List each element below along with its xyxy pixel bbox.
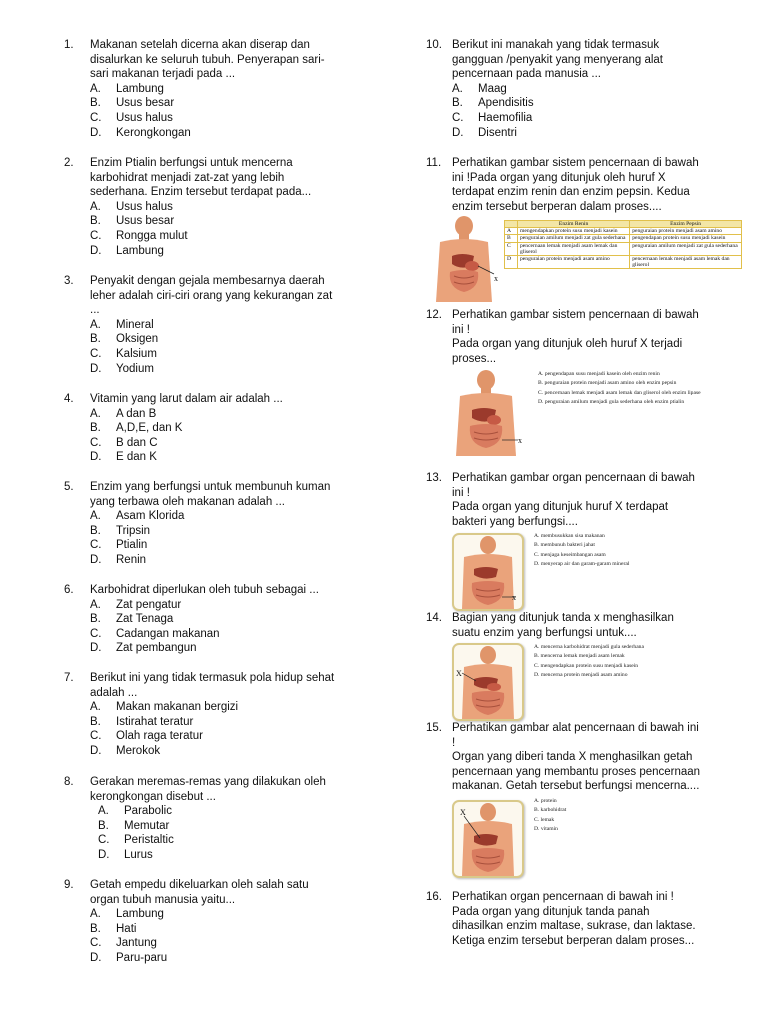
- marker-x: X: [460, 808, 466, 817]
- question-text: Penyakit dengan gejala membesarnya daerah leher adalah ciri-ciri orang yang kekurangan zat ...: [90, 275, 333, 317]
- question-number: 6.: [64, 584, 74, 596]
- option-d[interactable]: D. Yodium: [90, 362, 154, 375]
- option-c[interactable]: C. Cadangan makanan: [90, 627, 220, 640]
- option-b[interactable]: B. A,D,E, dan K: [90, 422, 183, 435]
- question-8: [64, 775, 364, 863]
- question-text: Vitamin yang larut dalam air adalah ...: [90, 393, 283, 405]
- option-a[interactable]: A. Lambung: [90, 908, 164, 921]
- question-7: [64, 671, 364, 759]
- answer-options: [534, 797, 746, 835]
- option-d[interactable]: D. mencerna protein menjadi asam amino: [534, 672, 628, 679]
- question-subtext: Pada organ yang ditunjuk oleh huruf X terjadi proses...: [452, 338, 683, 365]
- question-number: 3.: [64, 275, 74, 287]
- option-d[interactable]: D. Disentri: [452, 126, 517, 139]
- option-a[interactable]: A. Lambung: [90, 82, 164, 95]
- option-a[interactable]: A. Zat pengatur: [90, 598, 182, 611]
- option-b[interactable]: B. Tripsin: [90, 524, 151, 537]
- human-torso-icon: [430, 216, 502, 302]
- option-d[interactable]: D. Kerongkongan: [90, 126, 191, 139]
- question-number: 16.: [426, 891, 442, 903]
- question-text: Perhatikan gambar sistem pencernaan di bawah ini !: [452, 309, 699, 336]
- question-number: 14.: [426, 612, 442, 624]
- option-a[interactable]: A. Usus halus: [90, 200, 173, 213]
- option-b[interactable]: B. penguraian protein menjadi asam amino oleh enzim pepsin: [538, 380, 677, 387]
- option-a[interactable]: A. A dan B: [90, 407, 157, 420]
- question-text: Enzim yang berfungsi untuk membunuh kuman yang terbawa oleh makanan adalah ...: [90, 481, 331, 508]
- option-a[interactable]: A. Maag: [452, 82, 507, 95]
- option-d[interactable]: D. vitamin: [534, 826, 558, 833]
- option-d[interactable]: D. penguraian amilum menjadi gula sederhana oleh enzim ptialin: [538, 399, 685, 406]
- column-header: Enzim Pepsin: [630, 221, 742, 228]
- option-d[interactable]: D. Lurus: [98, 848, 153, 861]
- options: [90, 318, 364, 376]
- option-c[interactable]: C. Haemofilia: [452, 111, 533, 124]
- option-b[interactable]: B. Apendisitis: [452, 97, 534, 110]
- option-b[interactable]: B. membunuh bakteri jahat: [534, 542, 595, 549]
- question-text: Perhatikan organ pencernaan di bawah ini !: [452, 891, 674, 903]
- question-4: [64, 392, 364, 465]
- option-c[interactable]: C. Jantung: [90, 937, 157, 950]
- option-c[interactable]: C. lemak: [534, 816, 555, 823]
- question-16: [426, 890, 750, 948]
- option-c[interactable]: C. Peristaltic: [98, 834, 174, 847]
- question-text: Gerakan meremas-remas yang dilakukan oleh kerongkongan disebut ...: [90, 776, 326, 803]
- question-6: [64, 583, 364, 656]
- question-number: 15.: [426, 722, 442, 734]
- question-number: 4.: [64, 393, 74, 405]
- option-b[interactable]: B. Istirahat teratur: [90, 715, 194, 728]
- option-c[interactable]: C. Usus halus: [90, 111, 173, 124]
- question-14: [426, 611, 750, 640]
- question-subtext: Pada organ yang ditunjuk huruf X terdapat bakteri yang berfungsi....: [452, 501, 669, 528]
- digestive-system-figure: [430, 216, 502, 302]
- question-2: [64, 156, 364, 258]
- option-d[interactable]: D. Lambung: [90, 244, 164, 257]
- options: [90, 907, 364, 965]
- question-5: [64, 480, 364, 568]
- option-b[interactable]: B. Hati: [90, 922, 137, 935]
- question-number: 11.: [426, 157, 442, 169]
- digestive-system-figure: [452, 370, 524, 456]
- human-torso-icon: [452, 370, 524, 456]
- question-number: 2.: [64, 157, 74, 169]
- marker-x: x: [512, 593, 516, 602]
- options: [452, 82, 750, 140]
- option-d[interactable]: D. Merokok: [90, 744, 161, 757]
- option-b[interactable]: B. Usus besar: [90, 97, 175, 110]
- question-number: 13.: [426, 472, 442, 484]
- question-number: 10.: [426, 39, 442, 51]
- option-b[interactable]: B. Oksigen: [90, 333, 159, 346]
- options: [90, 82, 364, 140]
- option-d[interactable]: D. menyerap air dan garam-garam mineral: [534, 561, 630, 568]
- option-c[interactable]: C. Rongga mulut: [90, 229, 188, 242]
- option-c[interactable]: C. Ptialin: [90, 539, 148, 552]
- question-10: [426, 38, 750, 140]
- option-d[interactable]: D. Zat pembangun: [90, 642, 197, 655]
- question-number: 7.: [64, 672, 74, 684]
- digestive-system-figure: [452, 643, 524, 721]
- options: [90, 509, 364, 567]
- question-text: Perhatikan gambar sistem pencernaan di bawah ini !Pada organ yang ditunjuk oleh huruf X terdapat enzim renin dan enzim pepsin. Kedua enzim tersebut berperan dalam proses....: [452, 157, 699, 213]
- table-row[interactable]: A mengendapkan protein susu menjadi kasein penguraian protein menjadi asam amino: [505, 228, 742, 235]
- option-a[interactable]: A. membusukkan sisa makanan: [534, 533, 605, 539]
- question-number: 9.: [64, 879, 74, 891]
- column-header: Enzim Renin: [518, 221, 630, 228]
- option-d[interactable]: D. Paru-paru: [90, 951, 168, 964]
- option-c[interactable]: C. menjaga keseimbangan asam: [534, 551, 606, 558]
- option-b[interactable]: B. Zat Tenaga: [90, 613, 174, 626]
- option-a[interactable]: A. protein: [534, 798, 557, 804]
- question-11: [426, 156, 750, 214]
- option-c[interactable]: C. Olah raga teratur: [90, 730, 203, 743]
- human-torso-icon: [454, 645, 522, 719]
- question-subtext: Pada organ yang ditunjuk tanda panah dihasilkan enzim maltase, sukrase, dan laktase. Ketiga enzim tersebut berperan dalam proses...: [452, 905, 696, 947]
- options: [90, 407, 364, 465]
- answer-options: [534, 643, 746, 681]
- table-row[interactable]: D penguraian protein menjadi asam amino pencernaan lemak menjadi asam lemak dan gliserol: [505, 256, 742, 269]
- question-number: 1.: [64, 39, 74, 51]
- option-a[interactable]: A. pengendapan susu menjadi kasein oleh enzim renin: [538, 371, 660, 377]
- question-subtext: Organ yang diberi tanda X menghasilkan getah pencernaan yang membantu proses pencernaan makanan. Getah tersebut berfungsi mencerna....: [452, 751, 701, 793]
- question-number: 12.: [426, 309, 442, 321]
- table-row[interactable]: C pencernaan lemak menjadi asam lemak dan gliserol penguraian amilum menjadi zat gula sederhana: [505, 242, 742, 255]
- marker-x: x: [518, 436, 522, 445]
- option-d[interactable]: D. E dan K: [90, 451, 157, 464]
- marker-x: x: [494, 274, 498, 283]
- enzyme-table: [504, 220, 742, 269]
- question-text: Perhatikan gambar organ pencernaan di bawah ini !: [452, 472, 695, 499]
- answer-options: [534, 532, 746, 570]
- option-a[interactable]: A. Parabolic: [98, 805, 172, 818]
- option-a[interactable]: A. mencerna karbohidrat menjadi gula sederhana: [534, 644, 644, 650]
- option-a[interactable]: A. Mineral: [90, 318, 154, 331]
- marker-x: X: [456, 669, 462, 678]
- question-text: Getah empedu dikeluarkan oleh salah satu organ tubuh manusia yaitu...: [90, 879, 309, 906]
- answer-options: [538, 370, 750, 408]
- option-c[interactable]: C. B dan C: [90, 436, 158, 449]
- options: [90, 700, 364, 758]
- question-text: Makanan setelah dicerna akan diserap dan disalurkan ke seluruh tubuh. Penyerapan sari- sari makanan terjadi pada ...: [90, 39, 325, 81]
- question-1: [64, 38, 364, 140]
- options: [98, 804, 364, 862]
- digestive-system-figure: [452, 533, 524, 611]
- option-a[interactable]: A. Makan makanan bergizi: [90, 701, 239, 714]
- option-c[interactable]: C. pencernaan lemak menjadi asam lemak dan gliserol oleh enzim lipase: [538, 389, 701, 396]
- question-text: Perhatikan gambar alat pencernaan di bawah ini !: [452, 722, 699, 749]
- table-row[interactable]: B penguraian amilum menjadi zat gula sederhana pengendapan protein susu menjadi kasein: [505, 235, 742, 242]
- question-13: [426, 471, 750, 529]
- option-b[interactable]: B. Memutar: [98, 819, 170, 832]
- question-text: Berikut ini manakah yang tidak termasuk gangguan /penyakit yang menyerang alat pencernaan pada manusia ...: [452, 39, 663, 81]
- question-12: [426, 308, 750, 366]
- options: [90, 598, 364, 656]
- question-3: [64, 274, 364, 376]
- option-b[interactable]: B. mencerna lemak menjadi asam lemak: [534, 653, 625, 660]
- option-d[interactable]: D. Renin: [90, 553, 147, 566]
- option-a[interactable]: A. Asam Klorida: [90, 510, 185, 523]
- question-9: [64, 878, 364, 966]
- question-text: Bagian yang ditunjuk tanda x menghasilkan suatu enzim yang berfungsi untuk....: [452, 612, 674, 639]
- question-text: Enzim Ptialin berfungsi untuk mencerna karbohidrat menjadi zat-zat yang lebih sederhana. Enzim tersebut terdapat pada...: [90, 157, 312, 199]
- digestive-system-figure: [452, 800, 524, 878]
- option-c[interactable]: C. mengendapkan protein susu menjadi kasein: [534, 662, 639, 669]
- option-c[interactable]: C. Kalsium: [90, 347, 157, 360]
- question-15: [426, 721, 750, 794]
- option-b[interactable]: B. Usus besar: [90, 215, 175, 228]
- table-header-row: [505, 221, 742, 228]
- question-number: 5.: [64, 481, 74, 493]
- question-number: 8.: [64, 776, 74, 788]
- options: [90, 200, 364, 258]
- question-text: Karbohidrat diperlukan oleh tubuh sebagai ...: [90, 584, 319, 596]
- option-b[interactable]: B. karbohidrat: [534, 807, 567, 814]
- question-text: Berikut ini yang tidak termasuk pola hidup sehat adalah ...: [90, 672, 335, 699]
